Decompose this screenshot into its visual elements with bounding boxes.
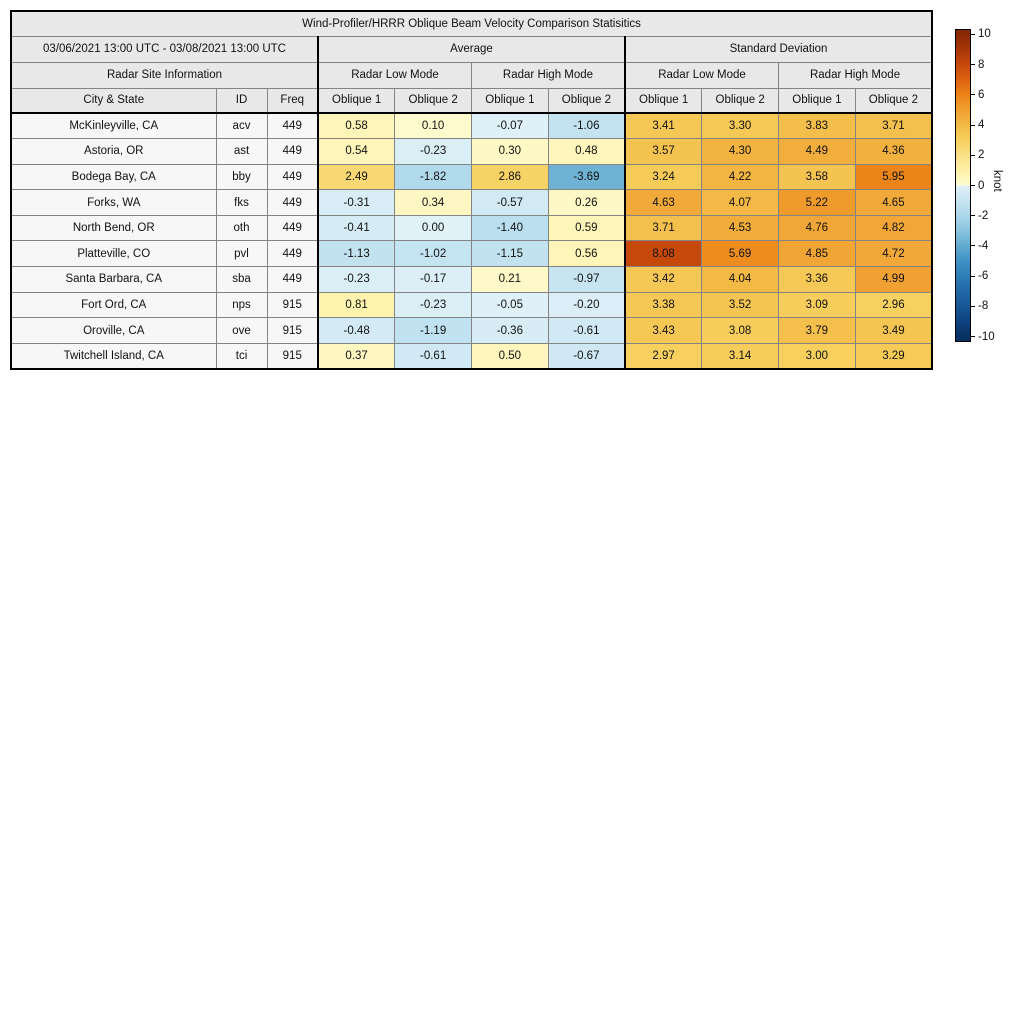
colorbar-tick-label: -2 <box>978 209 989 222</box>
city-cell: Platteville, CO <box>11 241 216 267</box>
value-cell: 3.49 <box>855 318 932 344</box>
colorbar-tick-label: -10 <box>978 330 995 343</box>
colorbar-tick <box>971 336 975 337</box>
col-oblique1: Oblique 1 <box>625 88 702 113</box>
table-row <box>11 190 932 216</box>
value-cell: 4.07 <box>702 190 779 216</box>
table-row <box>11 318 932 344</box>
value-cell: 3.57 <box>625 139 702 165</box>
colorbar-tick-label: -8 <box>978 300 989 313</box>
city-cell: North Bend, OR <box>11 215 216 241</box>
value-cell: 2.49 <box>318 164 395 190</box>
city-cell: Oroville, CA <box>11 318 216 344</box>
city-cell: Fort Ord, CA <box>11 292 216 318</box>
freq-cell: 449 <box>267 190 318 216</box>
mode-header-row <box>11 62 932 88</box>
colorbar-tick <box>971 34 975 35</box>
value-cell: 3.58 <box>779 164 856 190</box>
freq-cell: 449 <box>267 164 318 190</box>
id-cell: fks <box>216 190 267 216</box>
value-cell: -0.07 <box>472 113 549 139</box>
city-cell: Bodega Bay, CA <box>11 164 216 190</box>
std-low-mode-header: Radar Low Mode <box>625 62 779 88</box>
id-cell: pvl <box>216 241 267 267</box>
colorbar-tick <box>971 94 975 95</box>
colorbar-tick <box>971 185 975 186</box>
colorbar-tick <box>971 125 975 126</box>
col-freq: Freq <box>267 88 318 113</box>
value-cell: -0.61 <box>395 343 472 369</box>
value-cell: 3.71 <box>855 113 932 139</box>
table-row <box>11 164 932 190</box>
colorbar-tick <box>971 245 975 246</box>
value-cell: 0.30 <box>472 139 549 165</box>
freq-cell: 449 <box>267 267 318 293</box>
value-cell: 3.83 <box>779 113 856 139</box>
value-cell: 3.71 <box>625 215 702 241</box>
id-cell: tci <box>216 343 267 369</box>
colorbar-tick <box>971 276 975 277</box>
time-period: 03/06/2021 13:00 UTC - 03/08/2021 13:00 UTC <box>11 36 318 62</box>
value-cell: -0.20 <box>548 292 625 318</box>
colorbar-tick <box>971 155 975 156</box>
value-cell: 5.95 <box>855 164 932 190</box>
value-cell: -0.41 <box>318 215 395 241</box>
value-cell: 4.49 <box>779 139 856 165</box>
table-row <box>11 343 932 369</box>
value-cell: 0.58 <box>318 113 395 139</box>
value-cell: 0.56 <box>548 241 625 267</box>
value-cell: 0.00 <box>395 215 472 241</box>
value-cell: 3.24 <box>625 164 702 190</box>
value-cell: -1.19 <box>395 318 472 344</box>
value-cell: 3.09 <box>779 292 856 318</box>
value-cell: 4.76 <box>779 215 856 241</box>
value-cell: -1.82 <box>395 164 472 190</box>
value-cell: 3.36 <box>779 267 856 293</box>
value-cell: 3.43 <box>625 318 702 344</box>
value-cell: 4.22 <box>702 164 779 190</box>
avg-high-mode-header: Radar High Mode <box>472 62 626 88</box>
colorbar-axis-label: knot <box>991 170 1003 192</box>
value-cell: -0.23 <box>395 292 472 318</box>
freq-cell: 449 <box>267 113 318 139</box>
value-cell: 0.21 <box>472 267 549 293</box>
city-cell: McKinleyville, CA <box>11 113 216 139</box>
table-body <box>11 113 932 369</box>
value-cell: 3.08 <box>702 318 779 344</box>
col-id: ID <box>216 88 267 113</box>
id-cell: nps <box>216 292 267 318</box>
city-cell: Forks, WA <box>11 190 216 216</box>
value-cell: 0.50 <box>472 343 549 369</box>
value-cell: 4.65 <box>855 190 932 216</box>
colorbar-tick-label: 10 <box>978 28 991 41</box>
value-cell: -0.31 <box>318 190 395 216</box>
value-cell: 3.52 <box>702 292 779 318</box>
value-cell: 3.79 <box>779 318 856 344</box>
title-row <box>11 11 932 36</box>
std-high-mode-header: Radar High Mode <box>779 62 933 88</box>
value-cell: -1.02 <box>395 241 472 267</box>
freq-cell: 449 <box>267 215 318 241</box>
value-cell: -1.06 <box>548 113 625 139</box>
value-cell: -1.40 <box>472 215 549 241</box>
value-cell: 3.14 <box>702 343 779 369</box>
value-cell: -0.61 <box>548 318 625 344</box>
city-cell: Twitchell Island, CA <box>11 343 216 369</box>
average-section-header: Average <box>318 36 625 62</box>
value-cell: 3.42 <box>625 267 702 293</box>
id-cell: acv <box>216 113 267 139</box>
freq-cell: 915 <box>267 292 318 318</box>
colorbar-tick-label: 8 <box>978 58 985 71</box>
value-cell: 4.30 <box>702 139 779 165</box>
value-cell: 4.82 <box>855 215 932 241</box>
table-row <box>11 139 932 165</box>
value-cell: 3.00 <box>779 343 856 369</box>
table-row <box>11 292 932 318</box>
col-oblique1: Oblique 1 <box>318 88 395 113</box>
site-info-header: Radar Site Information <box>11 62 318 88</box>
value-cell: 3.41 <box>625 113 702 139</box>
value-cell: 0.59 <box>548 215 625 241</box>
colorbar <box>955 29 971 342</box>
colorbar-tick-label: -4 <box>978 239 989 252</box>
value-cell: 4.63 <box>625 190 702 216</box>
value-cell: 2.96 <box>855 292 932 318</box>
table-row <box>11 215 932 241</box>
col-city-state: City & State <box>11 88 216 113</box>
id-cell: ast <box>216 139 267 165</box>
colorbar-tick <box>971 215 975 216</box>
value-cell: -0.97 <box>548 267 625 293</box>
freq-cell: 915 <box>267 343 318 369</box>
value-cell: 0.48 <box>548 139 625 165</box>
city-cell: Santa Barbara, CA <box>11 267 216 293</box>
value-cell: 5.69 <box>702 241 779 267</box>
id-cell: sba <box>216 267 267 293</box>
value-cell: 4.36 <box>855 139 932 165</box>
value-cell: -0.57 <box>472 190 549 216</box>
value-cell: -0.36 <box>472 318 549 344</box>
value-cell: 0.34 <box>395 190 472 216</box>
value-cell: 2.97 <box>625 343 702 369</box>
value-cell: 8.08 <box>625 241 702 267</box>
colorbar-tick-label: -6 <box>978 270 989 283</box>
value-cell: 3.38 <box>625 292 702 318</box>
value-cell: -1.13 <box>318 241 395 267</box>
colorbar-tick-label: 4 <box>978 119 985 132</box>
value-cell: -0.23 <box>318 267 395 293</box>
value-cell: -0.48 <box>318 318 395 344</box>
value-cell: -0.67 <box>548 343 625 369</box>
value-cell: 3.30 <box>702 113 779 139</box>
id-cell: oth <box>216 215 267 241</box>
col-oblique2: Oblique 2 <box>395 88 472 113</box>
stats-table <box>10 10 933 370</box>
col-oblique1: Oblique 1 <box>779 88 856 113</box>
id-cell: bby <box>216 164 267 190</box>
col-oblique1: Oblique 1 <box>472 88 549 113</box>
value-cell: -0.17 <box>395 267 472 293</box>
col-oblique2: Oblique 2 <box>702 88 779 113</box>
value-cell: 4.53 <box>702 215 779 241</box>
table-row <box>11 241 932 267</box>
colorbar-tick-label: 0 <box>978 179 985 192</box>
value-cell: 4.99 <box>855 267 932 293</box>
value-cell: -0.23 <box>395 139 472 165</box>
freq-cell: 449 <box>267 139 318 165</box>
value-cell: 0.54 <box>318 139 395 165</box>
value-cell: 0.81 <box>318 292 395 318</box>
id-cell: ove <box>216 318 267 344</box>
value-cell: 4.72 <box>855 241 932 267</box>
freq-cell: 449 <box>267 241 318 267</box>
value-cell: 4.85 <box>779 241 856 267</box>
colorbar-tick <box>971 64 975 65</box>
colorbar-tick-label: 2 <box>978 149 985 162</box>
col-oblique2: Oblique 2 <box>548 88 625 113</box>
freq-cell: 915 <box>267 318 318 344</box>
value-cell: 0.10 <box>395 113 472 139</box>
table-row <box>11 113 932 139</box>
value-cell: 4.04 <box>702 267 779 293</box>
section-header-row <box>11 36 932 62</box>
city-cell: Astoria, OR <box>11 139 216 165</box>
table-title: Wind-Profiler/HRRR Oblique Beam Velocity Comparison Statisitics <box>11 11 932 36</box>
column-header-row <box>11 88 932 113</box>
avg-low-mode-header: Radar Low Mode <box>318 62 472 88</box>
std-deviation-section-header: Standard Deviation <box>625 36 932 62</box>
col-oblique2: Oblique 2 <box>855 88 932 113</box>
value-cell: 2.86 <box>472 164 549 190</box>
value-cell: -3.69 <box>548 164 625 190</box>
colorbar-tick <box>971 306 975 307</box>
value-cell: 0.37 <box>318 343 395 369</box>
value-cell: 0.26 <box>548 190 625 216</box>
value-cell: 5.22 <box>779 190 856 216</box>
value-cell: 3.29 <box>855 343 932 369</box>
value-cell: -1.15 <box>472 241 549 267</box>
value-cell: -0.05 <box>472 292 549 318</box>
table-row <box>11 267 932 293</box>
colorbar-tick-label: 6 <box>978 88 985 101</box>
